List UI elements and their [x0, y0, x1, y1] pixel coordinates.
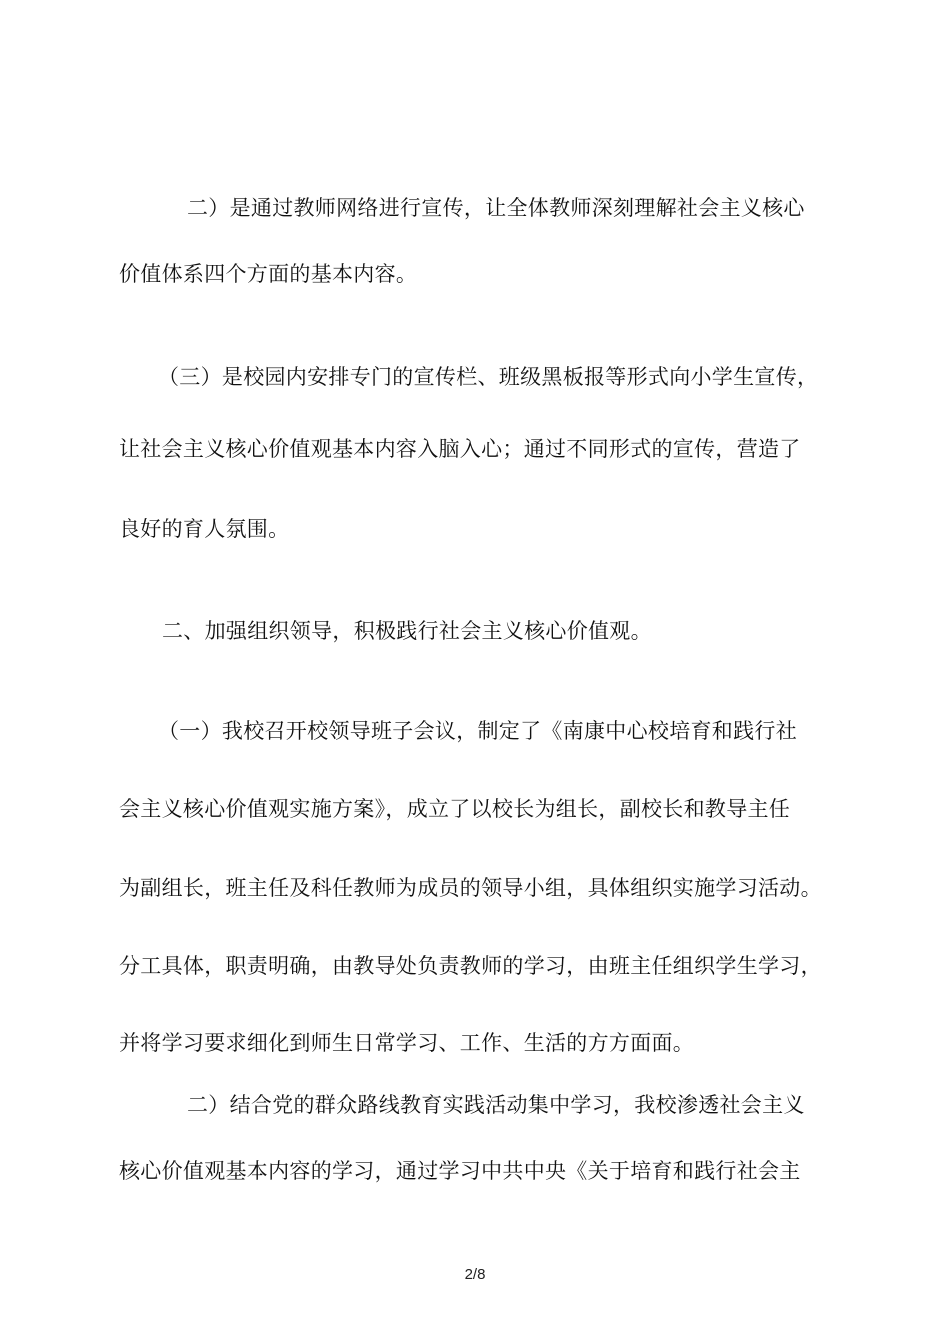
- paragraph-line: 核心价值观基本内容的学习，通过学习中共中央《关于培育和践行社会主: [119, 1159, 801, 1183]
- paragraph-line: 价值体系四个方面的基本内容。: [119, 262, 418, 286]
- paragraph-line: （三）是校园内安排专门的宣传栏、班级黑板报等形式向小学生宣传，: [158, 365, 819, 389]
- paragraph-line: 并将学习要求细化到师生日常学习、工作、生活的方方面面。: [119, 1031, 695, 1055]
- paragraph-line: 良好的育人氛围。: [119, 517, 290, 541]
- paragraph-line: 会主义核心价值观实施方案》，成立了以校长为组长，副校长和教导主任: [119, 797, 791, 821]
- page-number: 2/8: [464, 1266, 486, 1283]
- paragraph-line: （一）我校召开校领导班子会议，制定了《南康中心校培育和践行社: [158, 719, 797, 743]
- paragraph-line: 二）是通过教师网络进行宣传，让全体教师深刻理解社会主义核心: [187, 196, 805, 220]
- paragraph-line: 分工具体，职责明确，由教导处负责教师的学习，由班主任组织学生学习，: [119, 954, 822, 978]
- paragraph-line: 让社会主义核心价值观基本内容入脑入心；通过不同形式的宣传，营造了: [119, 437, 801, 461]
- section-heading: 二、加强组织领导，积极践行社会主义核心价值观。: [162, 619, 652, 643]
- paragraph-line: 为副组长，班主任及科任教师为成员的领导小组，具体组织实施学习活动。: [119, 876, 822, 900]
- paragraph-line: 二）结合党的群众路线教育实践活动集中学习，我校渗透社会主义: [187, 1093, 805, 1117]
